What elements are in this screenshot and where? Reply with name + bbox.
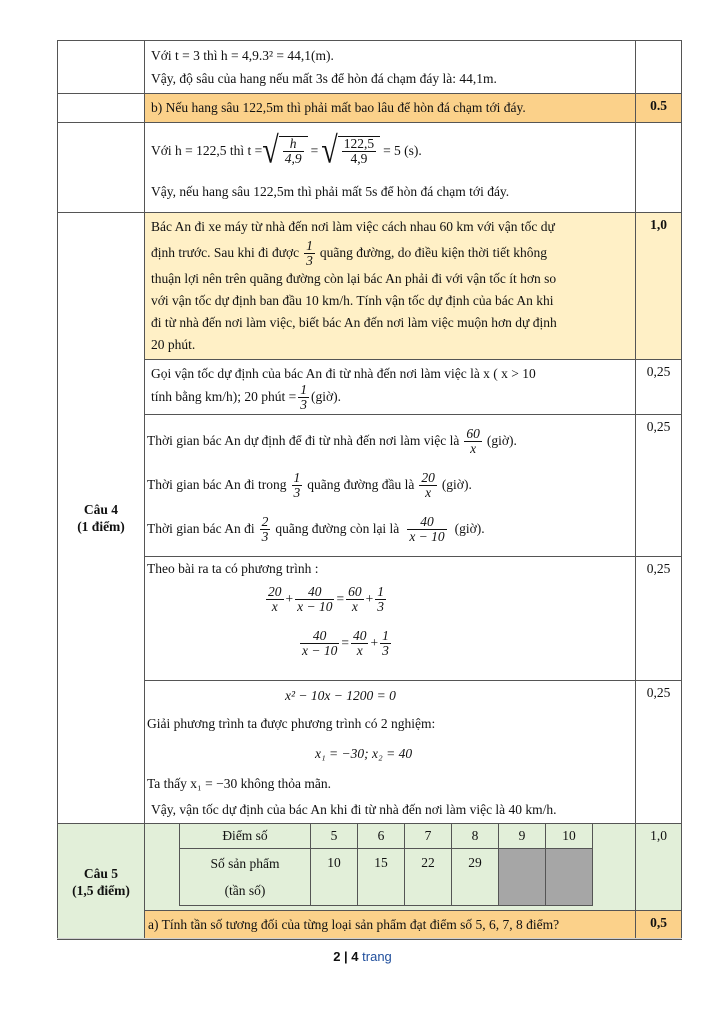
question-points-label: (1 điểm)	[77, 519, 125, 534]
text-line: Gọi vận tốc dự định của bác An đi từ nhà đến nơi làm việc là x ( x > 10	[151, 366, 536, 381]
question-label-cell	[58, 824, 145, 940]
table-row	[58, 415, 682, 557]
text-line: Với t = 3 thì h = 4,9.3² = 44,1(m).	[151, 48, 334, 63]
sqrt-expression: √ $\frac{h}{4,9}$	[262, 136, 307, 166]
answer-key-table	[57, 40, 682, 940]
formula-line: Với h = 122,5 thì t = √ $\frac{h}{4,9}$ = √ $\frac{122,5}{4,9}$ = 5 (s).	[151, 129, 422, 171]
text-line: Thời gian bác An dự định để đi từ nhà đến nơi làm việc là $\frac{60}{x}$ (giờ).	[147, 425, 517, 456]
text-line: Theo bài ra ta có phương trình :	[147, 561, 319, 576]
points-cell: 1,0	[636, 824, 682, 911]
table-row	[58, 911, 682, 940]
equation: x₁ = −30; x₂ = 40	[315, 746, 413, 761]
table-row	[58, 824, 682, 911]
page-footer	[0, 949, 725, 964]
equation: x² − 10x − 1200 = 0	[285, 688, 396, 703]
frequency-table	[179, 823, 593, 906]
table-row	[58, 94, 682, 123]
empty-cell	[499, 849, 546, 906]
question-label: Câu 5	[83, 865, 119, 881]
text-line: Vậy, nếu hang sâu 122,5m thì phải mất 5s để hòn đá chạm tới đáy.	[151, 184, 510, 199]
question-label-cell	[58, 213, 145, 824]
equation-1: $\frac{20}{x}$ + $\frac{40}{x - 10}$ = $\frac{60}{x}$ + $\frac{1}{3}$	[268, 583, 384, 614]
equation-2: $\frac{40}{x - 10}$ = $\frac{40}{x}$ + $\frac{1}{3}$	[302, 627, 389, 658]
text-line: Thời gian bác An đi trong $\frac{1}{3}$ quãng đường đầu là $\frac{20}{x}$ (giờ).	[147, 469, 472, 500]
text-line: định trước. Sau khi đi được $\frac{1}{3}$ quãng đường, do điều kiện thời tiết không	[151, 237, 547, 268]
answer-key-table-container	[57, 40, 682, 940]
question-text: a) Tính tần số tương đối của từng loại sản phẩm đạt điểm số 5, 6, 7, 8 điểm?	[148, 917, 560, 932]
footer-divider	[57, 938, 682, 939]
points-cell: 0,25	[636, 557, 682, 681]
table-row	[58, 213, 682, 360]
text-line: Ta thấy x₁ = −30 không thỏa mãn.	[147, 776, 331, 791]
text-line: Giải phương trình ta được phương trình có 2 nghiệm:	[147, 716, 436, 731]
sqrt-expression: √ $\frac{122,5}{4,9}$	[321, 136, 380, 166]
text-line: Vậy, độ sâu của hang nếu mất 3s để hòn đá chạm đáy là: 44,1m.	[151, 71, 497, 86]
points-cell: 0,25	[636, 415, 682, 557]
points-cell: 0.5	[636, 94, 682, 123]
table-row	[58, 681, 682, 824]
page-number: 2 | 4	[333, 949, 359, 964]
points-cell: 1,0	[636, 213, 682, 360]
text-line: tính bằng km/h); 20 phút = $\frac{1}{3}$ (giờ).	[151, 381, 341, 412]
table-row	[58, 557, 682, 681]
points-cell: 0,5	[636, 911, 682, 940]
text-line: đi từ nhà đến nơi làm việc, biết bác An đến nơi làm việc muộn hơn dự định	[151, 315, 557, 330]
question-text: b) Nếu hang sâu 122,5m thì phải mất bao lâu để hòn đá chạm tới đáy.	[151, 100, 526, 115]
table-row: Số sản phẩm (tần số) 10 15 22 29	[180, 849, 593, 906]
text-line: với vận tốc dự định ban đầu 10 km/h. Tính vận tốc dự định của bác An khi	[151, 293, 554, 308]
text-line: thuận lợi nên trên quãng đường còn lại bác An phải đi với vận tốc ít hơn so	[151, 271, 557, 286]
points-cell: 0,25	[636, 360, 682, 415]
text-line: Vậy, vận tốc dự định của bác An khi đi từ nhà đến nơi làm việc là 40 km/h.	[151, 802, 557, 817]
table-row	[58, 41, 682, 94]
page-word: trang	[362, 949, 392, 964]
empty-cell	[546, 849, 593, 906]
points-cell: 0,25	[636, 681, 682, 824]
table-row	[58, 123, 682, 213]
question-points-label: (1,5 điểm)	[72, 882, 130, 898]
text-line: Thời gian bác An đi $\frac{2}{3}$ quãng đường còn lại là $\frac{40}{x - 10}$ (giờ).	[147, 513, 485, 544]
table-row: Điểm số 5 6 7 8 9 10	[180, 824, 593, 849]
table-row	[58, 360, 682, 415]
text-line: Bác An đi xe máy từ nhà đến nơi làm việc cách nhau 60 km với vận tốc dự	[151, 219, 555, 234]
text-line: 20 phút.	[151, 337, 196, 352]
question-label: Câu 4	[83, 502, 119, 517]
